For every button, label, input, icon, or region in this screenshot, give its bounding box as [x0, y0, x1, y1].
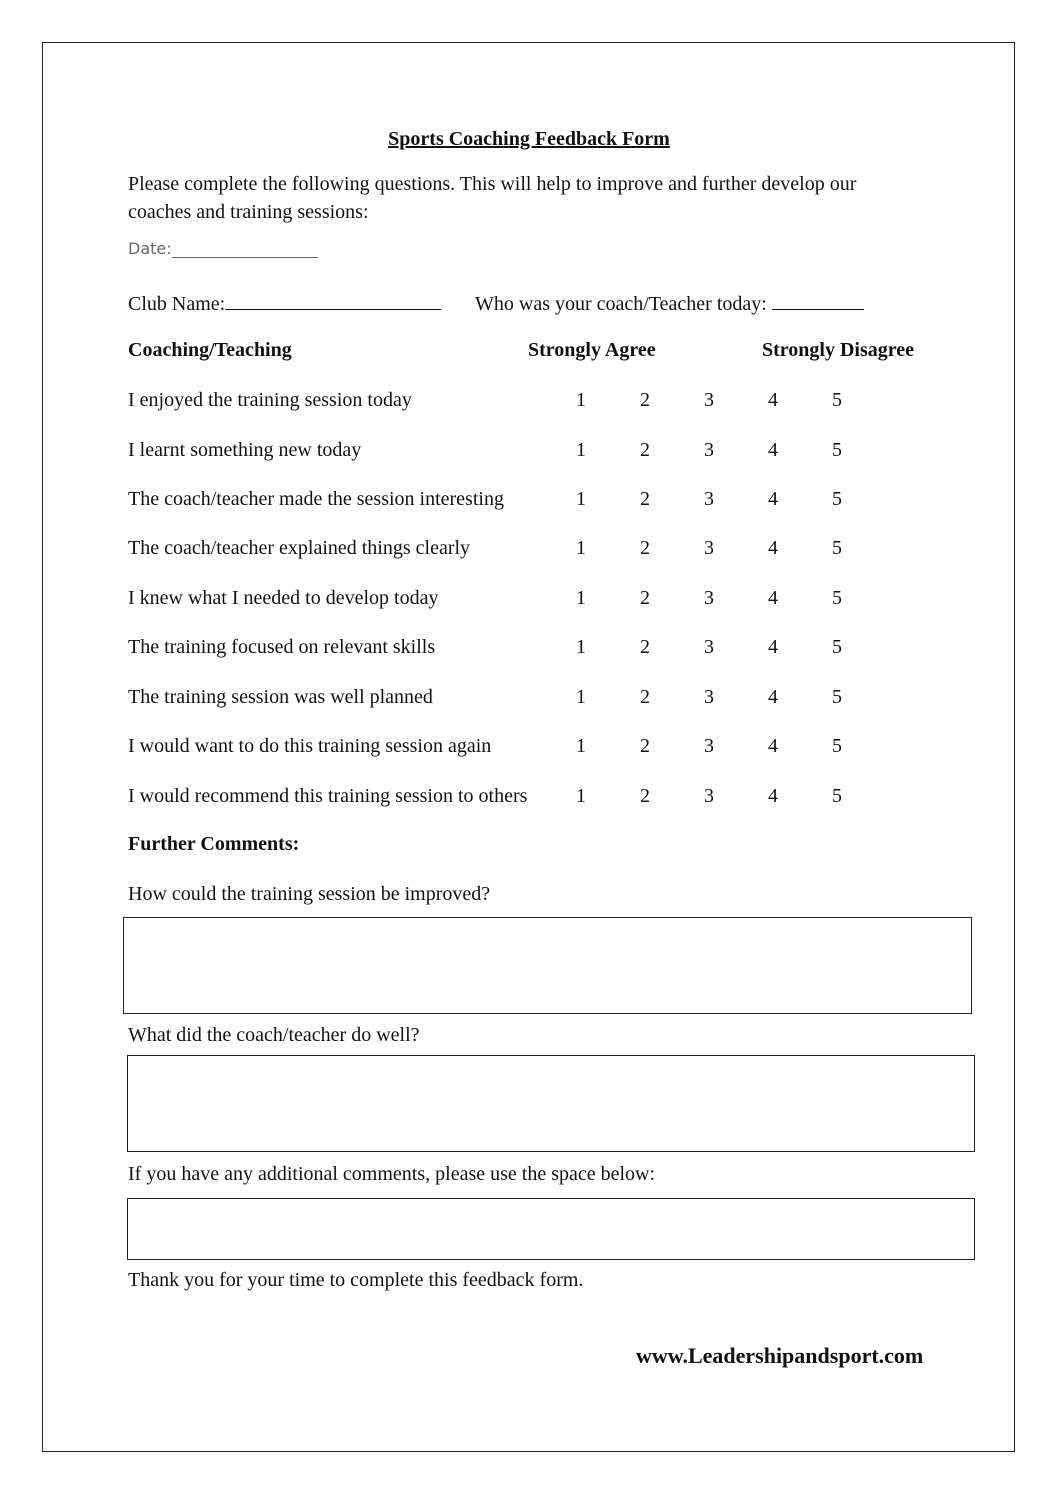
rating-option-3[interactable]: 3: [704, 439, 714, 461]
rating-option-4[interactable]: 4: [768, 488, 778, 510]
header-strongly-disagree: Strongly Disagree: [762, 339, 915, 361]
rating-option-2[interactable]: 2: [640, 488, 650, 510]
rating-option-2[interactable]: 2: [640, 389, 650, 411]
rating-option-1[interactable]: 1: [576, 686, 586, 708]
rating-option-5[interactable]: 5: [832, 686, 842, 708]
question-label: I learnt something new today: [128, 439, 362, 461]
rating-option-3[interactable]: 3: [704, 587, 714, 609]
did-well-textbox[interactable]: [127, 1055, 975, 1152]
rating-option-3[interactable]: 3: [704, 636, 714, 658]
rating-option-4[interactable]: 4: [768, 537, 778, 559]
prompt-did-well: What did the coach/teacher do well?: [128, 1024, 420, 1046]
intro-line-2: coaches and training sessions:: [128, 201, 369, 223]
coach-name-label: Who was your coach/Teacher today:: [475, 293, 767, 315]
improve-textbox[interactable]: [123, 917, 972, 1014]
rating-option-4[interactable]: 4: [768, 389, 778, 411]
prompt-improve: How could the training session be improved?: [128, 883, 491, 905]
rating-option-3[interactable]: 3: [704, 488, 714, 510]
question-label: The training session was well planned: [128, 686, 433, 708]
rating-option-4[interactable]: 4: [768, 587, 778, 609]
rating-option-5[interactable]: 5: [832, 735, 842, 757]
rating-option-2[interactable]: 2: [640, 735, 650, 757]
question-label: The coach/teacher explained things clearly: [128, 537, 471, 559]
rating-option-5[interactable]: 5: [832, 488, 842, 510]
question-label: I would want to do this training session again: [128, 735, 492, 757]
club-name-input-line[interactable]: [225, 289, 441, 310]
further-comments-heading: Further Comments:: [128, 833, 300, 855]
question-label: I would recommend this training session to others: [128, 785, 528, 807]
rating-option-4[interactable]: 4: [768, 636, 778, 658]
rating-option-5[interactable]: 5: [832, 439, 842, 461]
rating-option-2[interactable]: 2: [640, 439, 650, 461]
rating-option-3[interactable]: 3: [704, 735, 714, 757]
rating-option-1[interactable]: 1: [576, 389, 586, 411]
question-label: The training focused on relevant skills: [128, 636, 436, 658]
rating-option-1[interactable]: 1: [576, 636, 586, 658]
rating-option-5[interactable]: 5: [832, 785, 842, 807]
rating-option-2[interactable]: 2: [640, 785, 650, 807]
rating-option-3[interactable]: 3: [704, 537, 714, 559]
rating-option-2[interactable]: 2: [640, 686, 650, 708]
date-label: Date:: [128, 239, 172, 258]
rating-option-5[interactable]: 5: [832, 537, 842, 559]
form-title: Sports Coaching Feedback Form: [388, 128, 670, 150]
header-coaching-teaching: Coaching/Teaching: [128, 339, 292, 361]
prompt-additional: If you have any additional comments, please use the space below:: [128, 1163, 656, 1185]
rating-option-1[interactable]: 1: [576, 439, 586, 461]
rating-option-3[interactable]: 3: [704, 389, 714, 411]
question-label: I knew what I needed to develop today: [128, 587, 439, 609]
rating-option-2[interactable]: 2: [640, 587, 650, 609]
rating-option-3[interactable]: 3: [704, 785, 714, 807]
thank-you-text: Thank you for your time to complete this feedback form.: [128, 1269, 584, 1291]
coach-name-field[interactable]: [475, 289, 864, 316]
rating-option-4[interactable]: 4: [768, 439, 778, 461]
question-label: The coach/teacher made the session interesting: [128, 488, 504, 510]
rating-option-4[interactable]: 4: [768, 686, 778, 708]
rating-option-2[interactable]: 2: [640, 636, 650, 658]
rating-option-3[interactable]: 3: [704, 686, 714, 708]
intro-text: [128, 170, 928, 226]
rating-option-4[interactable]: 4: [768, 735, 778, 757]
coach-name-input-line[interactable]: [772, 289, 864, 310]
rating-option-1[interactable]: 1: [576, 735, 586, 757]
rating-option-4[interactable]: 4: [768, 785, 778, 807]
rating-option-5[interactable]: 5: [832, 389, 842, 411]
additional-comments-textbox[interactable]: [127, 1198, 975, 1260]
header-strongly-agree: Strongly Agree: [528, 339, 656, 361]
question-label: I enjoyed the training session today: [128, 389, 412, 411]
club-name-label: Club Name:: [128, 293, 226, 315]
rating-option-1[interactable]: 1: [576, 785, 586, 807]
rating-option-1[interactable]: 1: [576, 537, 586, 559]
intro-line-1: Please complete the following questions. This will help to improve and further develop our: [128, 173, 857, 195]
club-name-field[interactable]: [128, 289, 441, 316]
date-field[interactable]: [128, 239, 318, 258]
rating-option-1[interactable]: 1: [576, 488, 586, 510]
rating-option-2[interactable]: 2: [640, 537, 650, 559]
date-input-line[interactable]: [172, 239, 318, 258]
rating-option-5[interactable]: 5: [832, 587, 842, 609]
rating-option-1[interactable]: 1: [576, 587, 586, 609]
website-footer: www.Leadershipandsport.com: [636, 1343, 924, 1368]
rating-option-5[interactable]: 5: [832, 636, 842, 658]
